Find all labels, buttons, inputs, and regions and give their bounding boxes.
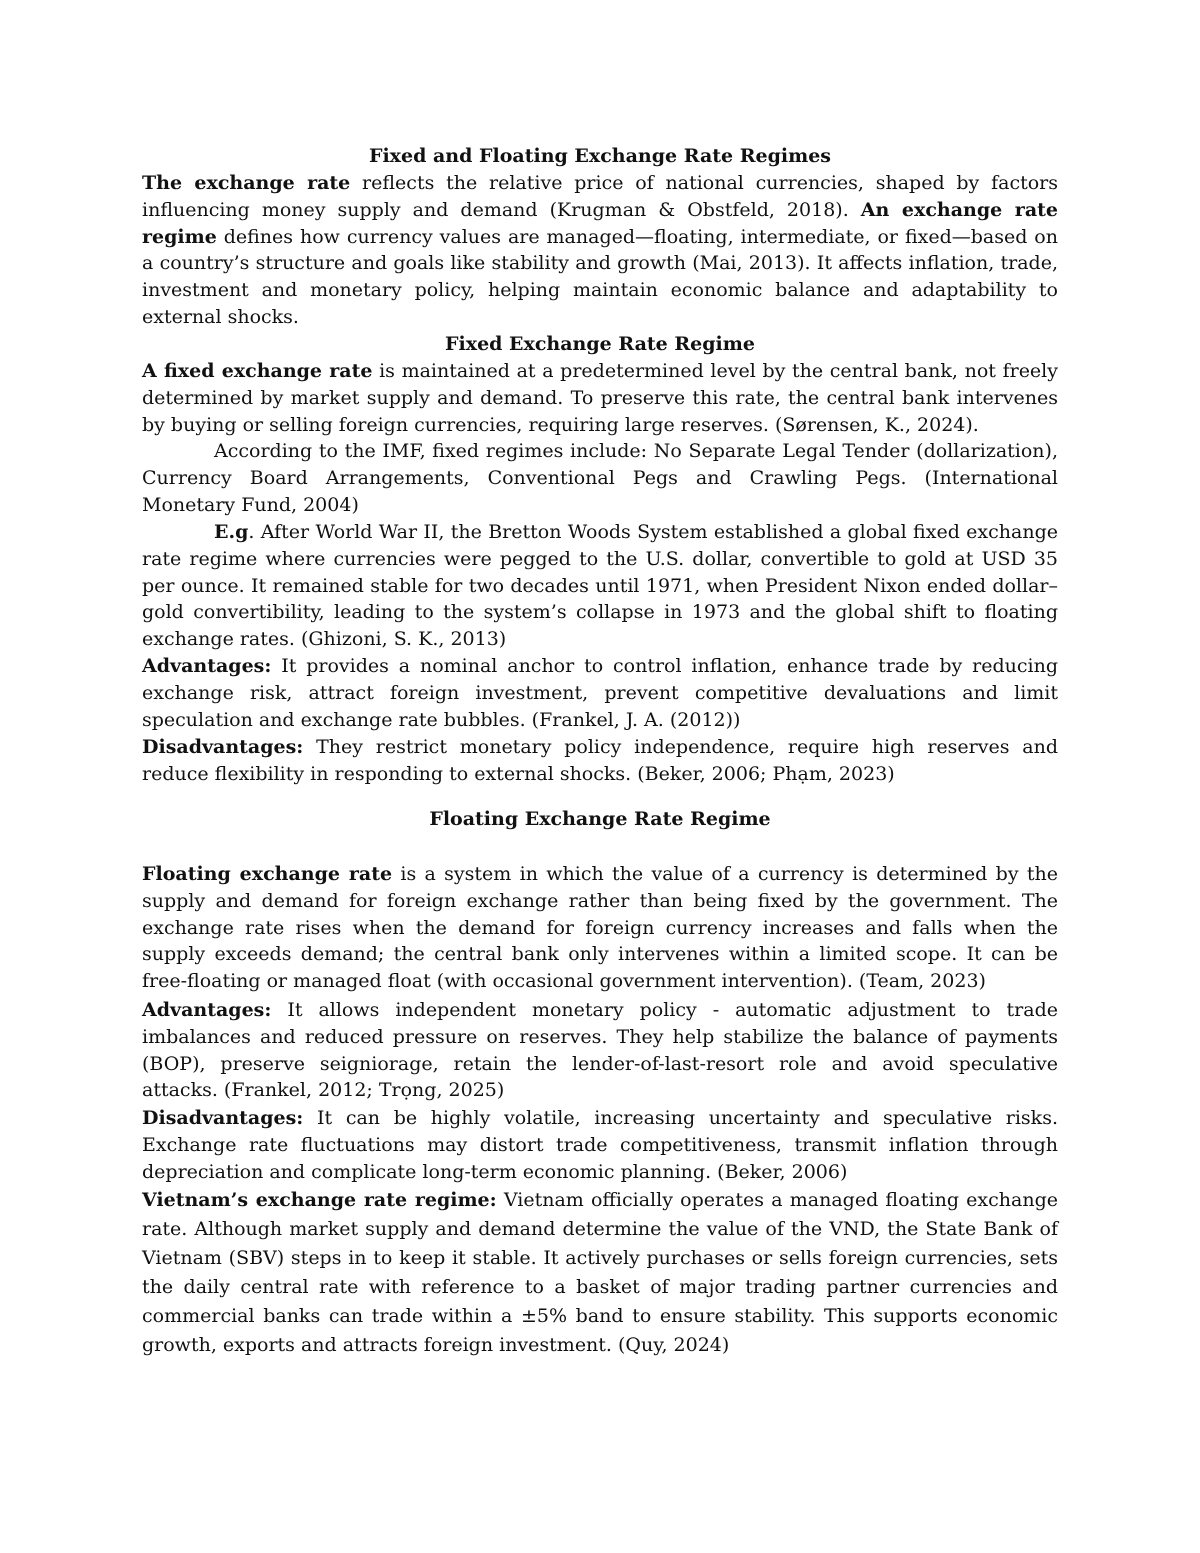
fixed-definition-paragraph	[142, 358, 1058, 438]
advantages-label: Advantages:	[142, 655, 272, 677]
disadvantages-label: Disadvantages:	[142, 736, 304, 758]
fixed-advantages-paragraph	[142, 653, 1058, 734]
spacer	[142, 788, 1058, 806]
advantages-label: Advantages:	[142, 999, 272, 1021]
fixed-rate-term: A fixed exchange rate	[142, 360, 373, 382]
floating-definition-text: is a system in which the value of a currency is determined by the supply and demand for foreign exchange rather than being fixed by the government. The exchange rate rises when the demand for foreign currency increases and falls when the supply exceeds demand; the central bank only intervenes within a limited scope. It can be free-floating or managed float (with occasional government intervention). (Team, 2023)	[142, 863, 1058, 993]
intro-text-2: defines how currency values are managed—floating, intermediate, or fixed—based on a country’s structure and goals like stability and growth (Mai, 2013). It affects inflation, trade, investment and monetary policy, helping maintain economic balance and adaptability to external shocks.	[142, 225, 1058, 328]
document-title: Fixed and Floating Exchange Rate Regimes	[368, 145, 832, 167]
disadvantages-label: Disadvantages:	[142, 1107, 304, 1129]
spacer	[142, 833, 1058, 861]
document-body	[142, 143, 1058, 1360]
bretton-woods-text: . After World War II, the Bretton Woods System established a global fixed exchange rate regime where currencies were pegged to the U.S. dollar, convertible to gold at USD 35 per ounce. It remained stable for two decades until 1971, when President Nixon ended dollar–gold convertibility, leading to the system’s collapse in 1973 and the global shift to floating exchange rates. (Ghizoni, S. K., 2013)	[142, 521, 1058, 651]
vietnam-regime-paragraph	[142, 1186, 1058, 1360]
floating-advantages-paragraph	[142, 997, 1058, 1105]
fixed-advantages-text: It provides a nominal anchor to control inflation, enhance trade by reducing exchange risk, attract foreign investment, prevent competitive devaluations and limit speculation and exchange rate bubbles. (Frankel, J. A. (2012))	[142, 655, 1058, 731]
floating-definition-paragraph	[142, 861, 1058, 997]
exchange-rate-term: The exchange rate	[142, 172, 351, 194]
vietnam-regime-term: Vietnam’s exchange rate regime:	[142, 1189, 497, 1211]
floating-disadvantages-paragraph	[142, 1105, 1058, 1186]
bretton-woods-example-paragraph	[142, 519, 1058, 653]
vietnam-regime-text: Vietnam officially operates a managed floating exchange rate. Although market supply and demand determine the value of the VND, the State Bank of Vietnam (SBV) steps in to keep it stable. It actively purchases or sells foreign currencies, sets the daily central rate with reference to a basket of major trading partner currencies and commercial banks can trade within a ±5% band to ensure stability. This supports economic growth, exports and attracts foreign investment. (Quy, 2024)	[142, 1189, 1058, 1356]
imf-classification-paragraph: According to the IMF, fixed regimes include: No Separate Legal Tender (dollarization), Currency Board Arrangements, Conventional Pegs and Crawling Pegs. (International Monetary Fund, 2004)	[142, 440, 1058, 516]
fixed-disadvantages-paragraph	[142, 734, 1058, 788]
fixed-definition-text: is maintained at a predetermined level by the central bank, not freely determined by market supply and demand. To preserve this rate, the central bank intervenes by buying or selling foreign currencies, requiring large reserves. (Sørensen, K., 2024).	[142, 360, 1058, 436]
exchange-rate-regime-term: An exchange rate regime	[142, 198, 1058, 248]
fixed-regime-heading: Fixed Exchange Rate Regime	[445, 333, 755, 355]
floating-regime-heading: Floating Exchange Rate Regime	[429, 808, 771, 830]
floating-rate-term: Floating exchange rate	[142, 863, 393, 885]
intro-text-1: reflects the relative price of national currencies, shaped by factors influencing money supply and demand (Krugman & Obstfeld, 2018).	[142, 172, 1058, 221]
intro-paragraph	[142, 170, 1058, 331]
example-label: E.g	[214, 521, 249, 543]
floating-disadvantages-text: It can be highly volatile, increasing uncertainty and speculative risks. Exchange rate fluctuations may distort trade competitiveness, transmit inflation through depreciation and complicate long-term economic planning. (Beker, 2006)	[142, 1107, 1058, 1183]
floating-advantages-text: It allows independent monetary policy - automatic adjustment to trade imbalances and reduced pressure on reserves. They help stabilize the balance of payments (BOP), preserve seigniorage, retain the lender-of-last-resort role and avoid speculative attacks. (Frankel, 2012; Trọng, 2025)	[142, 999, 1058, 1102]
fixed-disadvantages-text: They restrict monetary policy independence, require high reserves and reduce flexibility in responding to external shocks. (Beker, 2006; Phạm, 2023)	[142, 736, 1058, 785]
